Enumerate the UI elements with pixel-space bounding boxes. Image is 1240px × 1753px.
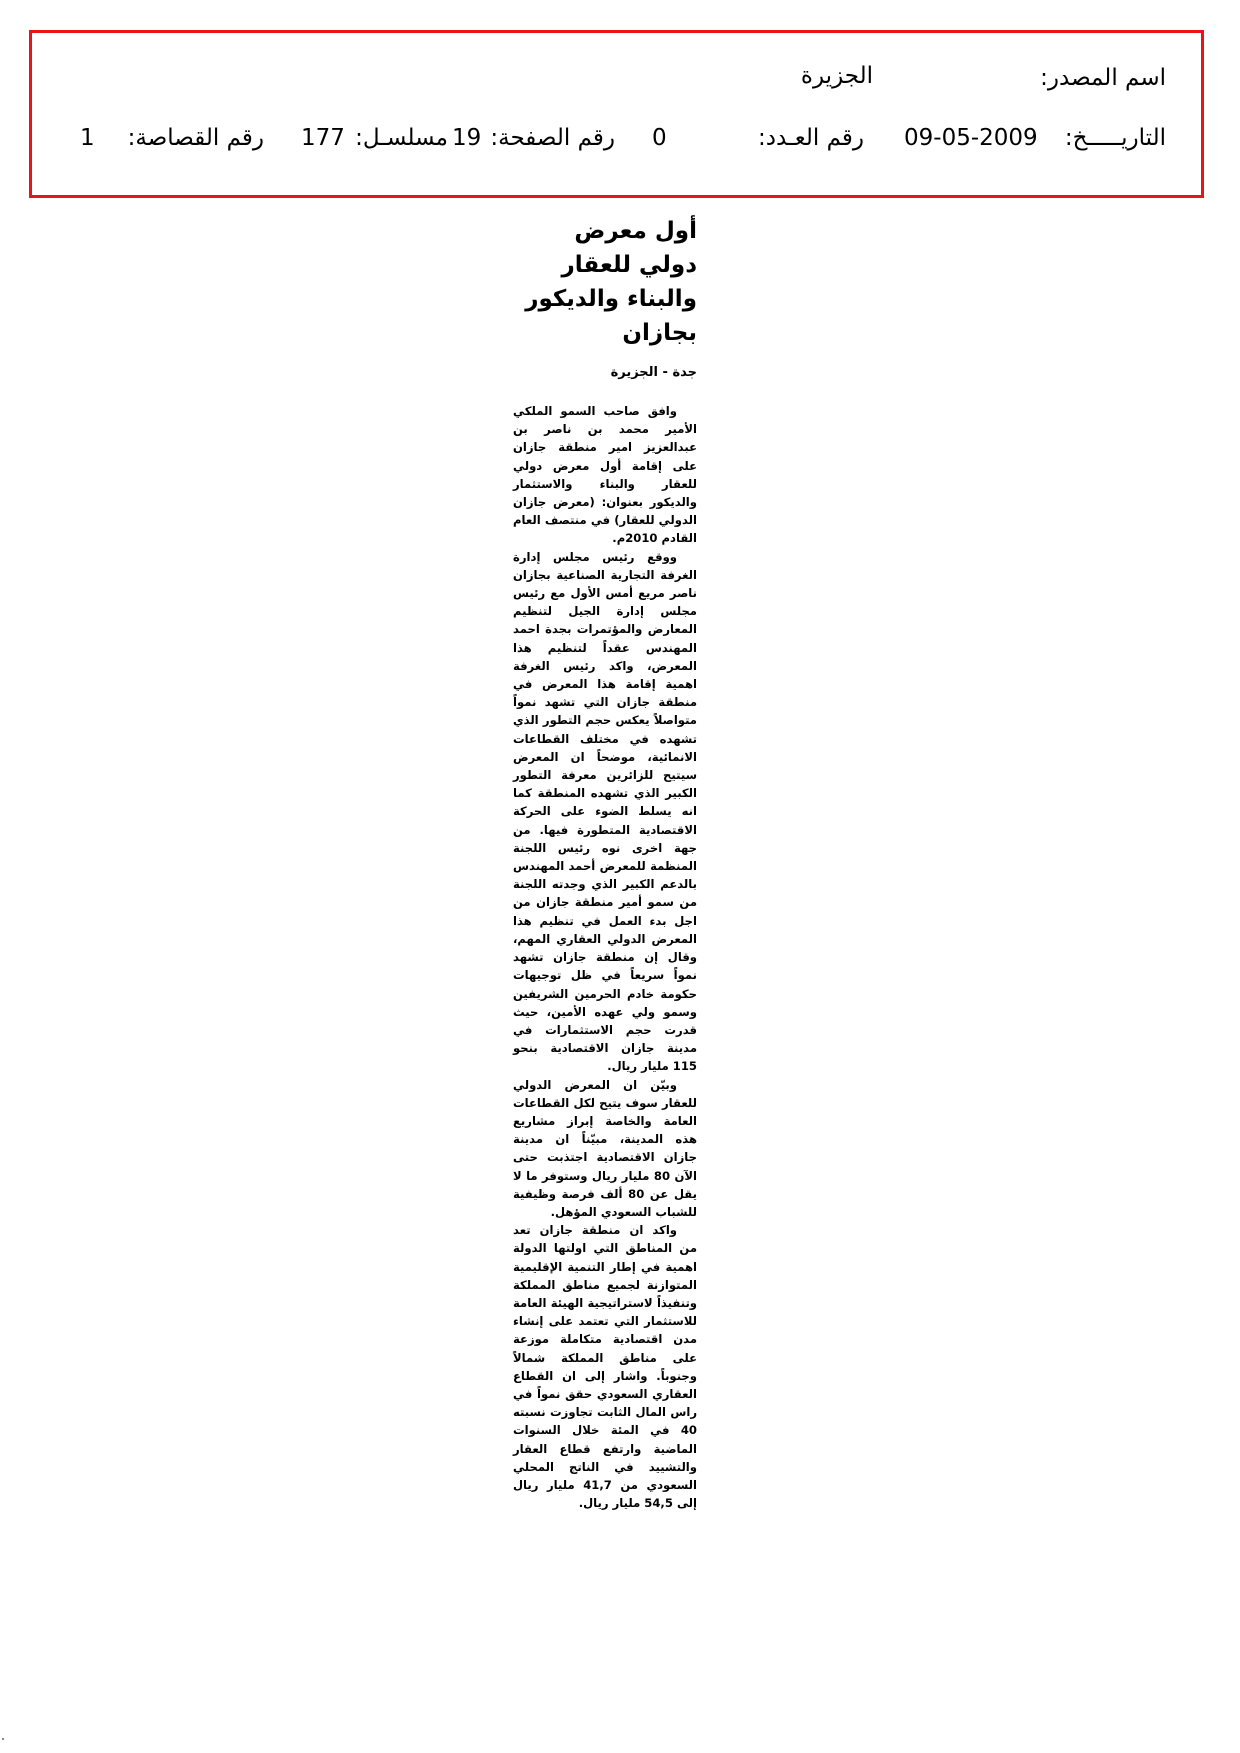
serial-label: مسلسـل: xyxy=(355,125,448,151)
article-paragraph: وبيّن ان المعرض الدولي للعقار سوف يتيح لكل القطاعات العامة والخاصة إبراز مشاريع هذه المدينة، مبيّناً ان مدينة جازان الاقتصادية اجتذبت حتى الآن 80 مليار ريال وستوفر ما لا يقل عن 80 ألف فرصة وظيفية للشباب السعودي المؤهل. xyxy=(513,1077,697,1219)
page-label: رقم الصفحة: xyxy=(490,125,615,151)
headline-line-1: أول معرض دولي للعقار xyxy=(561,218,697,278)
source-value: الجزيرة xyxy=(800,63,873,89)
article-body xyxy=(513,402,697,1512)
clip-suffix: 1 xyxy=(80,125,95,151)
headline-line-2: والبناء والديكور بجازان xyxy=(525,286,697,346)
article xyxy=(513,214,697,1512)
article-paragraph: وافق صاحب السمو الملكي الأمير محمد بن ناصر بن عبدالعزيز امير منطقة جازان على إقامة أول معرض دولي للعقار والبناء والاستثمار والديكور بعنوان: (معرض جازان الدولي للعقار) في منتصف العام القادم 2010م. xyxy=(513,404,697,546)
article-dateline: جدة - الجزيرة xyxy=(610,365,697,380)
article-paragraph: ووقع رئيس مجلس إدارة الغرفة التجارية الصناعية بجازان ناصر مريع أمس الأول مع رئيس مجلس إدارة الجيل لتنظيم المعارض والمؤتمرات بجدة احمد المهندس عقداً لتنظيم هذا المعرض، واكد رئيس الغرفة اهمية إقامة هذا المعرض في منطقة جازان التي تشهد نمواً متواصلاً يعكس حجم التطور الذي تشهده في مختلف القطاعات الانمائية، موضحاً ان المعرض سيتيح للزائرين معرفة التطور الكبير الذي تشهده المنطقة كما انه يسلط الضوء على الحركة الاقتصادية المتطورة فيها. من جهة اخرى نوه رئيس اللجنة المنظمة للمعرض أحمد المهندس بالدعم الكبير الذي وجدته اللجنة من سمو أمير منطقة جازان من اجل بدء العمل في تنظيم هذا المعرض الدولي العقاري المهم، وقال إن منطقة جازان تشهد نمواً سريعاً في ظل توجيهات حكومة خادم الحرمين الشريفين وسمو ولي عهده الأمين، حيث قدرت حجم الاستثمارات في مدينة جازان الاقتصادية بنحو 115 مليار ريال. xyxy=(513,549,697,1074)
clip-value: 177 xyxy=(301,125,345,151)
serial-value: 19 xyxy=(452,125,482,151)
article-paragraph: واكد ان منطقة جازان تعد من المناطق التي اولتها الدولة اهمية في إطار التنمية الإقليمية المتوازنة لجميع مناطق المملكة وتنفيذاً لاستراتيجية الهيئة العامة للاستثمار التي تعتمد على إنشاء مدن اقتصادية متكاملة موزعة على مناطق المملكة شمالاً وجنوباً. واشار إلى ان القطاع العقاري السعودي حقق نمواً في راس المال الثابت تجاوزت نسبته 40 في المئة خلال السنوات الماضية وارتفع قطاع العقار والتشييد في الناتج المحلي السعودي من 41,7 مليار ريال إلى 54,5 مليار ريال. xyxy=(513,1223,697,1511)
article-headline xyxy=(513,214,697,350)
source-label: اسم المصدر: xyxy=(1040,65,1166,91)
issue-label: رقم العـدد: xyxy=(757,125,864,151)
page-value: 0 xyxy=(652,125,667,151)
clipping-header-box xyxy=(29,30,1204,198)
scan-artifact-dot xyxy=(2,1738,4,1740)
clip-label: رقم القصاصة: xyxy=(127,125,264,151)
date-value: 09-05-2009 xyxy=(904,125,1038,151)
date-label: التاريـــــخ: xyxy=(1064,125,1166,151)
